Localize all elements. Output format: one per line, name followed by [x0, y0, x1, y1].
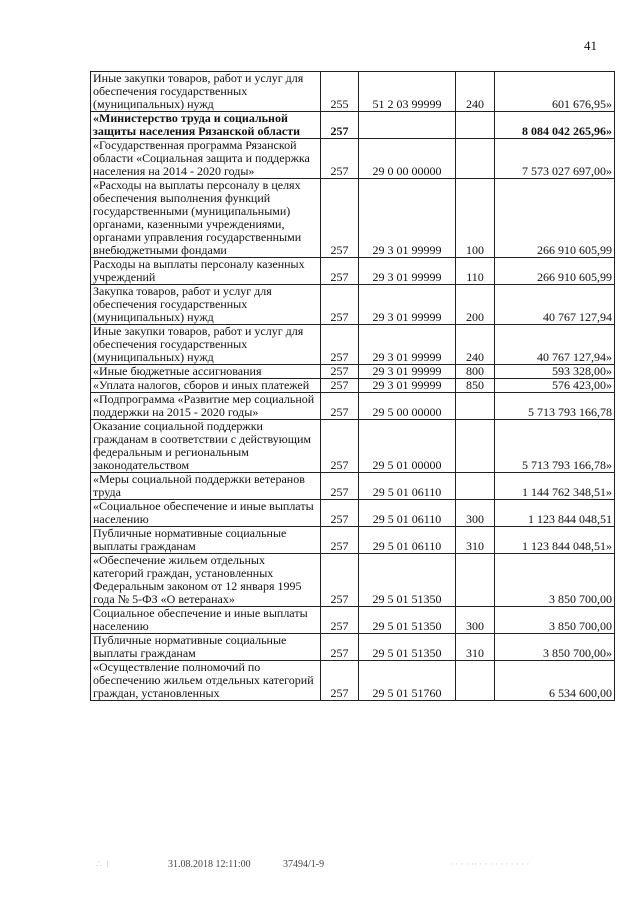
- row-amount: 8 084 042 265,96»: [495, 112, 615, 139]
- row-name: Публичные нормативные социальные выплаты гражданам: [91, 527, 321, 554]
- row-name: «Уплата налогов, сборов и иных платежей: [91, 379, 321, 393]
- row-expense-type: [456, 112, 495, 139]
- row-target-article: 51 2 03 99999: [359, 72, 456, 112]
- row-target-article: 29 5 01 51350: [359, 634, 456, 661]
- row-target-article: 29 3 01 99999: [359, 285, 456, 325]
- row-name: «Обеспечение жильем отдельных категорий граждан, установленных Федеральным законом от 12 января 1995 года № 5-ФЗ «О ветеранах»: [91, 554, 321, 607]
- row-name: «Расходы на выплаты персоналу в целях обеспечения выполнения функций государственными (муниципальными) органами, казенными учреждениями, органами управления государственными внебюджетными фондами: [91, 179, 321, 258]
- table-row: [91, 527, 615, 554]
- row-code: 257: [321, 607, 359, 634]
- row-expense-type: 110: [456, 258, 495, 285]
- row-target-article: 29 5 00 00000: [359, 393, 456, 420]
- row-code: 257: [321, 258, 359, 285]
- table-row: [91, 634, 615, 661]
- row-code: 257: [321, 285, 359, 325]
- row-name: Публичные нормативные социальные выплаты гражданам: [91, 634, 321, 661]
- row-name: Иные закупки товаров, работ и услуг для обеспечения государственных (муниципальных) нужд: [91, 72, 321, 112]
- row-amount: 3 850 700,00»: [495, 634, 615, 661]
- row-amount: 5 713 793 166,78: [495, 393, 615, 420]
- row-code: 257: [321, 634, 359, 661]
- row-amount: 576 423,00»: [495, 379, 615, 393]
- table-row: [91, 72, 615, 112]
- row-code: 257: [321, 139, 359, 179]
- row-name: Оказание социальной поддержки гражданам в соответствии с действующим федеральным и региональным законодательством: [91, 420, 321, 473]
- row-code: 257: [321, 661, 359, 701]
- table-row: [91, 661, 615, 701]
- row-amount: 3 850 700,00: [495, 554, 615, 607]
- footer-doc-id: 37494/1-9: [283, 859, 325, 870]
- row-name: «Подпрограмма «Развитие мер социальной поддержки на 2015 - 2020 годы»: [91, 393, 321, 420]
- row-code: 257: [321, 527, 359, 554]
- row-target-article: 29 3 01 99999: [359, 379, 456, 393]
- row-expense-type: [456, 473, 495, 500]
- table-row: [91, 325, 615, 365]
- row-target-article: 29 5 01 06110: [359, 473, 456, 500]
- row-target-article: 29 5 01 51760: [359, 661, 456, 701]
- row-name: Иные закупки товаров, работ и услуг для обеспечения государственных (муниципальных) нужд: [91, 325, 321, 365]
- row-expense-type: 240: [456, 325, 495, 365]
- row-expense-type: 200: [456, 285, 495, 325]
- row-code: 255: [321, 72, 359, 112]
- row-name: «Государственная программа Рязанской области «Социальная защита и поддержка населения на 2014 - 2020 годы»: [91, 139, 321, 179]
- table-row: [91, 500, 615, 527]
- row-amount: 6 534 600,00: [495, 661, 615, 701]
- budget-table: [90, 71, 615, 701]
- row-code: 257: [321, 179, 359, 258]
- row-expense-type: [456, 554, 495, 607]
- row-amount: 40 767 127,94: [495, 285, 615, 325]
- row-amount: 5 713 793 166,78»: [495, 420, 615, 473]
- table-row: [91, 112, 615, 139]
- table-row: [91, 393, 615, 420]
- row-code: 257: [321, 393, 359, 420]
- row-expense-type: 300: [456, 607, 495, 634]
- row-expense-type: 310: [456, 634, 495, 661]
- row-code: 257: [321, 500, 359, 527]
- row-amount: 601 676,95»: [495, 72, 615, 112]
- row-expense-type: 850: [456, 379, 495, 393]
- row-target-article: 29 5 01 51350: [359, 554, 456, 607]
- row-code: 257: [321, 365, 359, 379]
- row-amount: 1 123 844 048,51: [495, 500, 615, 527]
- row-expense-type: 800: [456, 365, 495, 379]
- table-row: [91, 179, 615, 258]
- table-row: [91, 554, 615, 607]
- row-target-article: 29 0 00 00000: [359, 139, 456, 179]
- row-expense-type: 310: [456, 527, 495, 554]
- row-target-article: 29 5 01 06110: [359, 500, 456, 527]
- row-expense-type: [456, 661, 495, 701]
- row-amount: 266 910 605,99: [495, 179, 615, 258]
- row-code: 257: [321, 379, 359, 393]
- row-name: Закупка товаров, работ и услуг для обеспечения государственных (муниципальных) нужд: [91, 285, 321, 325]
- page-number: 41: [584, 38, 597, 53]
- row-name: «Социальное обеспечение и иные выплаты населению: [91, 500, 321, 527]
- row-amount: 1 144 762 348,51»: [495, 473, 615, 500]
- row-target-article: 29 3 01 99999: [359, 365, 456, 379]
- row-code: 257: [321, 554, 359, 607]
- row-amount: 40 767 127,94»: [495, 325, 615, 365]
- row-name: Расходы на выплаты персоналу казенных учреждений: [91, 258, 321, 285]
- row-name: Социальное обеспечение и иные выплаты населению: [91, 607, 321, 634]
- row-code: 257: [321, 473, 359, 500]
- row-name: «Иные бюджетные ассигнования: [91, 365, 321, 379]
- row-target-article: 29 3 01 99999: [359, 179, 456, 258]
- table-row: [91, 420, 615, 473]
- row-target-article: 29 5 01 00000: [359, 420, 456, 473]
- row-amount: 7 573 027 697,00»: [495, 139, 615, 179]
- row-code: 257: [321, 420, 359, 473]
- row-target-article: 29 5 01 06110: [359, 527, 456, 554]
- table-row: [91, 285, 615, 325]
- row-expense-type: 240: [456, 72, 495, 112]
- page-footer: [0, 859, 640, 879]
- table-row: [91, 379, 615, 393]
- table-row: [91, 258, 615, 285]
- row-amount: 593 328,00»: [495, 365, 615, 379]
- footer-faint-note: · · · · ·· · · · · · · · · · ·: [450, 859, 530, 869]
- row-name: «Министерство труда и социальной защиты населения Рязанской области: [91, 112, 321, 139]
- row-expense-type: [456, 393, 495, 420]
- row-target-article: 29 5 01 51350: [359, 607, 456, 634]
- table-row: [91, 473, 615, 500]
- row-target-article: [359, 112, 456, 139]
- row-name: «Меры социальной поддержки ветеранов труда: [91, 473, 321, 500]
- row-target-article: 29 3 01 99999: [359, 258, 456, 285]
- table-row: [91, 139, 615, 179]
- row-code: 257: [321, 112, 359, 139]
- row-expense-type: 100: [456, 179, 495, 258]
- table-row: [91, 607, 615, 634]
- footer-datetime: 31.08.2018 12:11:00: [168, 859, 251, 870]
- row-expense-type: 300: [456, 500, 495, 527]
- row-amount: 1 123 844 048,51»: [495, 527, 615, 554]
- row-amount: 266 910 605,99: [495, 258, 615, 285]
- row-expense-type: [456, 139, 495, 179]
- row-target-article: 29 3 01 99999: [359, 325, 456, 365]
- scan-mark: ∴ ⁝: [96, 859, 110, 869]
- row-expense-type: [456, 420, 495, 473]
- row-name: «Осуществление полномочий по обеспечению жильем отдельных категорий граждан, установленных: [91, 661, 321, 701]
- row-amount: 3 850 700,00: [495, 607, 615, 634]
- table-row: [91, 365, 615, 379]
- row-code: 257: [321, 325, 359, 365]
